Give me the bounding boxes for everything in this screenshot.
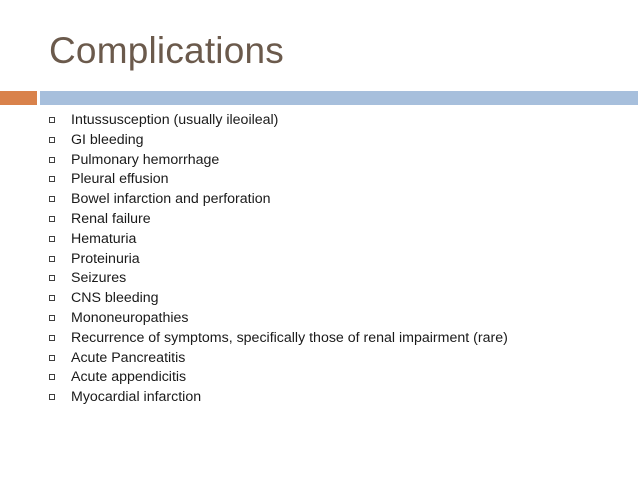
list-item-text: Renal failure	[71, 210, 151, 227]
list-item-text: Acute appendicitis	[71, 369, 187, 386]
list-item-text: Recurrence of symptoms, specifically those of renal impairment (rare)	[71, 329, 508, 346]
square-bullet-icon	[49, 374, 55, 380]
list-item-text: Bowel infarction and perforation	[71, 191, 271, 208]
square-bullet-icon	[49, 137, 55, 143]
list-item-text: CNS bleeding	[71, 290, 159, 307]
list-item-text: Pleural effusion	[71, 171, 169, 188]
square-bullet-icon	[49, 315, 55, 321]
square-bullet-icon	[49, 275, 55, 281]
list-item-text: Pulmonary hemorrhage	[71, 151, 220, 168]
square-bullet-icon	[49, 355, 55, 361]
list-item-text: Acute Pancreatitis	[71, 349, 186, 366]
square-bullet-icon	[49, 117, 55, 123]
square-bullet-icon	[49, 196, 55, 202]
list-item-text: Mononeuropathies	[71, 309, 189, 326]
square-bullet-icon	[49, 216, 55, 222]
square-bullet-icon	[49, 394, 55, 400]
list-item-text: Hematuria	[71, 230, 137, 247]
square-bullet-icon	[49, 236, 55, 242]
accent-bar-left	[0, 91, 37, 105]
square-bullet-icon	[49, 256, 55, 262]
slide-title: Complications	[49, 30, 284, 71]
list-item-text: GI bleeding	[71, 131, 144, 148]
square-bullet-icon	[49, 176, 55, 182]
list-item-text: Proteinuria	[71, 250, 140, 267]
square-bullet-icon	[49, 295, 55, 301]
square-bullet-icon	[49, 157, 55, 163]
list-item-text: Myocardial infarction	[71, 389, 202, 406]
square-bullet-icon	[49, 335, 55, 341]
list-item-text: Intussusception (usually ileoileal)	[71, 112, 279, 128]
list-item-text: Seizures	[71, 270, 127, 287]
accent-bar-right	[40, 91, 638, 105]
